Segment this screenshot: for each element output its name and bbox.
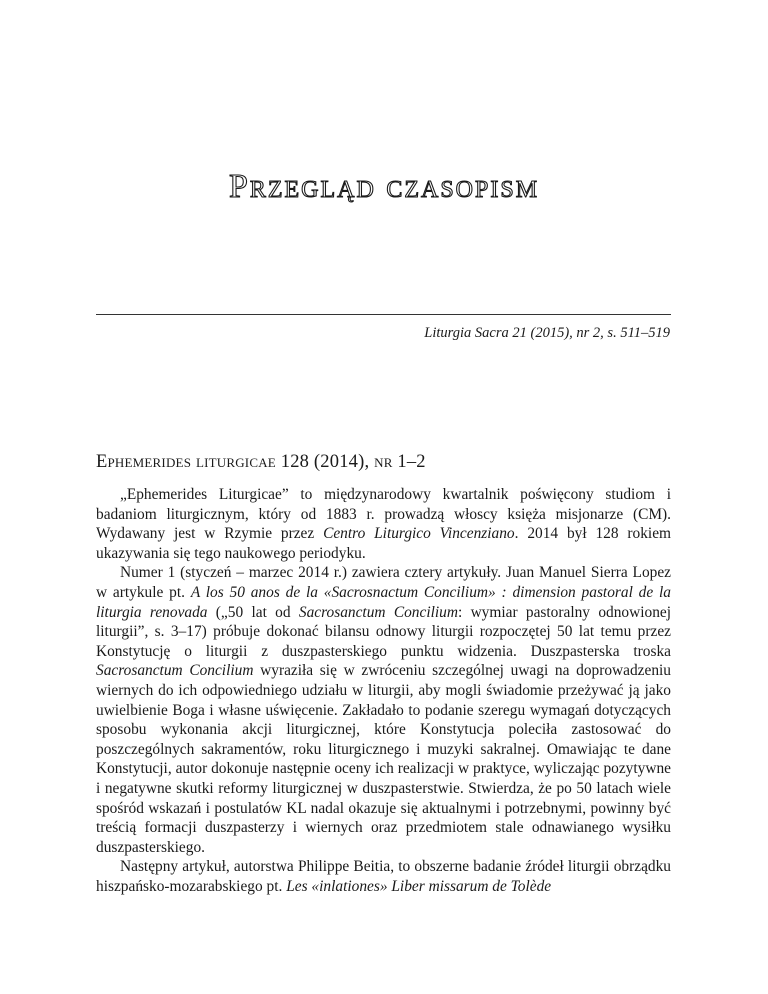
italic-text: A los 50 anos de la «Sacrosnactum Concilium» : dimension pastoral de la liturgia renovada (96, 583, 671, 621)
article-body (96, 485, 671, 896)
text-run: Następny artykuł, autorstwa Philippe Beitia, to obszerne badanie źródeł liturgii obrządku hiszpańsko-mozarabskiego pt. (96, 858, 671, 895)
text-run: wyraziła się w zwróceniu szczególnej uwagi na doprowadzeniu wiernych do ich odpowiedniego udziału w liturgii, aby mogli świadomie przeżywać ją jako uwielbienie Boga i własne uświęcenie. Zakładało to podanie szeregu wymagań dotyczących sposobu wykonania akcji liturgicznej, które Konstytucja poleciła zastosować do poszczególnych sakramentów, roku liturgicznego i muzyki sakralnej. Omawiając te dane Konstytucji, autor dokonuje następnie oceny ich realizacji w praktyce, wyliczając pozytywne i negatywne skutki reformy liturgicznej w duszpasterstwie. Stwierdza, że po 50 latach wiele spośród wskazań i postulatów KL nadal okazuje się aktualnymi i potrzebnymi, powinny być treścią formacji duszpasterzy i wiernych oraz przedmiotem stale odnawianego wysiłku duszpasterskiego. (96, 662, 671, 856)
text-run: Numer 1 (styczeń – marzec 2014 r.) zawiera cztery artykuły. Juan Manuel Sierra Lopez w artykule pt. (96, 564, 671, 601)
page-title: Przegląd czasopism (228, 168, 540, 205)
text-run: : wymiar pastoralny odnowionej liturgii”, s. 3–17) próbuje dokonać bilansu odnowy liturgii rozpoczętej 50 lat temu przez Konstytucję o liturgii z duszpasterskiego punktu widzenia. Duszpasterska troska (96, 603, 671, 660)
text-run: . 2014 był 128 rokiem ukazywania się tego naukowego periodyku. (96, 525, 671, 562)
header-divider (96, 314, 671, 315)
italic-text: Centro Liturgico Vincenziano (323, 525, 515, 543)
text-run: („50 lat od (207, 603, 299, 621)
paragraph (96, 857, 671, 896)
italic-text: Sacrosanctum Concilium (96, 662, 254, 680)
text-run: „Ephemerides Liturgicae” to międzynarodowy kwartalnik poświęcony studiom i badaniom liturgicznym, który od 1883 r. prowadzą włoscy księża misjonarze (CM). Wydawany jest w Rzymie przez (96, 486, 671, 543)
journal-citation: Liturgia Sacra 21 (2015), nr 2, s. 511–519 (424, 325, 670, 341)
paragraph (96, 563, 671, 857)
italic-text: Sacrosanctum Concilium (298, 603, 458, 621)
section-heading: Ephemerides liturgicae 128 (2014), nr 1–2 (96, 452, 426, 472)
italic-text: Les «inlationes» Liber missarum de Tolède (286, 877, 552, 895)
paragraph (96, 485, 671, 563)
